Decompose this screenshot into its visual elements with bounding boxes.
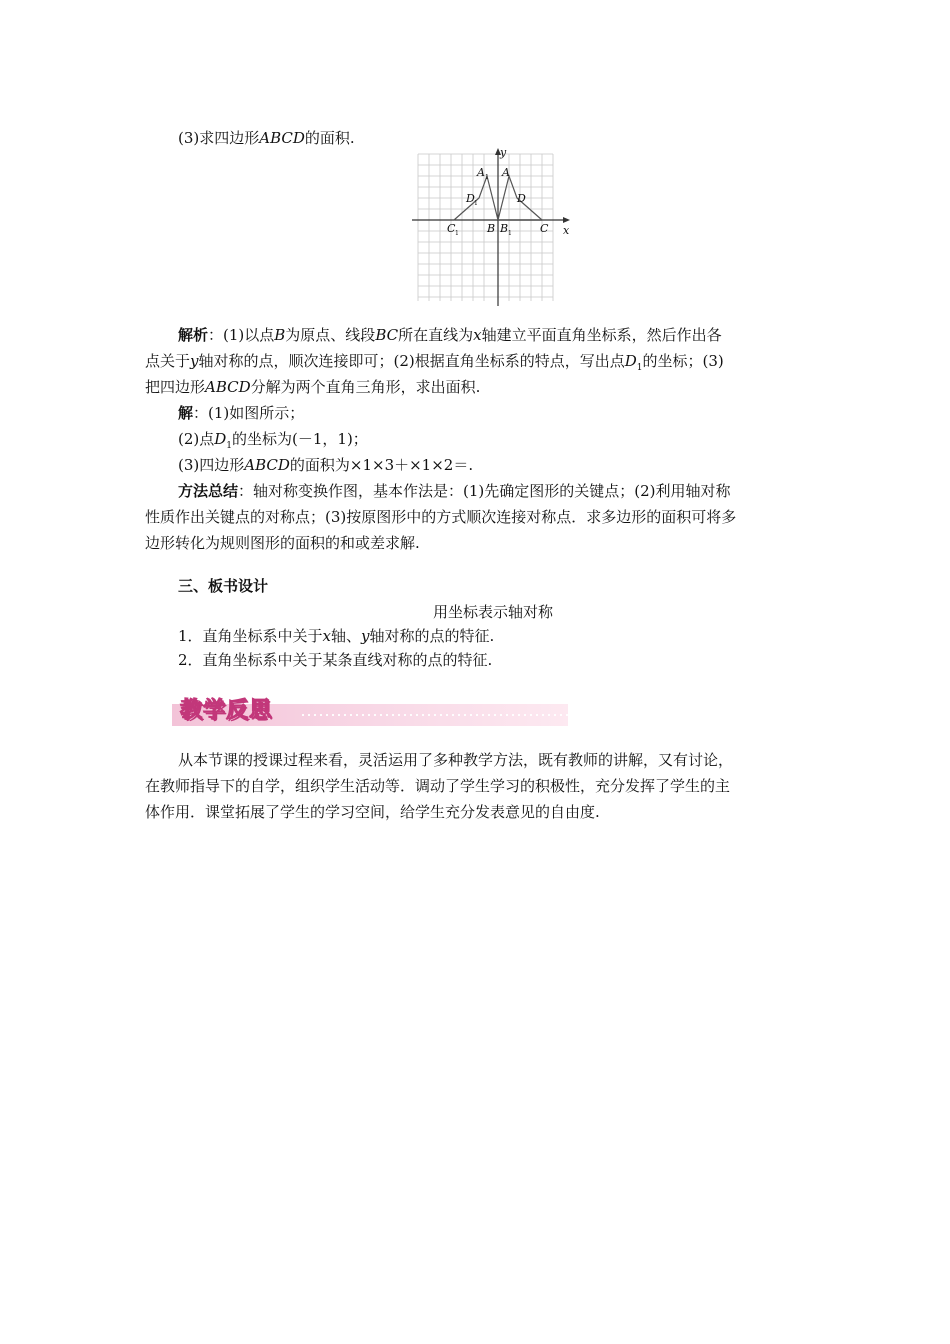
summary-label: 方法总结 — [178, 482, 239, 500]
label-d1-sub: 1 — [474, 200, 478, 207]
summary-text-1: ：轴对称变换作图，基本作法是：(1)先确定图形的关键点；(2)利用轴对称 — [238, 482, 731, 500]
analysis-text-1d: 轴建立平面直角坐标系，然后作出各 — [481, 326, 722, 344]
solution-line-3 — [178, 453, 473, 477]
analysis-b: B — [274, 326, 286, 344]
label-c1: C — [447, 222, 456, 235]
label-y: y — [500, 146, 507, 159]
analysis-y: y — [190, 352, 199, 370]
board-item-2: 2．直角坐标系中关于某条直线对称的点的特征. — [178, 651, 493, 669]
analysis-text-1c: 所在直线为 — [398, 326, 474, 344]
solution-text-2b: 的坐标为(－1，1)； — [232, 430, 368, 448]
label-a1-sub: 1 — [485, 174, 489, 181]
question-3 — [178, 126, 355, 150]
board-item-1b: 轴、 — [331, 627, 362, 645]
label-b1-sub: 1 — [508, 230, 512, 237]
board-y: y — [361, 627, 370, 645]
summary-line-2: 性质作出关键点的对称点；(3)按原图形中的方式顺次连接对称点．求多边形的面积可将多 — [145, 508, 737, 526]
coordinate-figure — [408, 146, 578, 310]
analysis-text-1a: ：(1)以点 — [208, 326, 275, 344]
reflection-line-3: 体作用．课堂拓展了学生的学习空间，给学生充分发表意见的自由度. — [145, 803, 600, 821]
analysis-bc: BC — [375, 326, 399, 344]
label-d: D — [517, 192, 526, 205]
solution-line-1 — [178, 401, 304, 425]
board-heading: 三、板书设计 — [178, 577, 269, 595]
q3-suffix: 的面积. — [304, 129, 355, 147]
solution-text-3a: (3)四边形 — [178, 456, 245, 474]
board-x: x — [322, 627, 332, 645]
reflection-line-1: 从本节课的授课过程来看，灵活运用了多种教学方法，既有教师的讲解，又有讨论， — [178, 751, 734, 769]
solution-abcd: ABCD — [244, 456, 290, 474]
analysis-line-3 — [145, 375, 480, 399]
q3-label: (3)求四边形 — [178, 129, 260, 147]
q3-abcd: ABCD — [259, 129, 305, 147]
solution-d: D — [214, 430, 227, 448]
analysis-text-2a: 点关于 — [145, 352, 191, 370]
label-d1: D — [466, 192, 475, 205]
reflection-line-2: 在教师指导下的自学，组织学生活动等．调动了学生学习的积极性，充分发挥了学生的主 — [145, 777, 731, 795]
label-a1: A — [477, 166, 485, 179]
analysis-text-2c: 的坐标；(3) — [642, 352, 724, 370]
analysis-line-1 — [178, 323, 722, 347]
summary-line-1 — [178, 479, 731, 503]
board-item-1c: 轴对称的点的特征. — [369, 627, 495, 645]
analysis-text-1b: 为原点、线段 — [285, 326, 376, 344]
board-item-1a: 1．直角坐标系中关于 — [178, 627, 323, 645]
label-a: A — [502, 166, 510, 179]
analysis-text-2b: 轴对称的点，顺次连接即可；(2)根据直角坐标系的特点，写出点 — [198, 352, 625, 370]
analysis-label: 解析 — [178, 326, 209, 344]
solution-text-3b: 的面积为×1×3＋×1×2＝. — [289, 456, 474, 474]
board-title-text: 用坐标表示轴对称 — [432, 603, 553, 621]
solution-d-sub: 1 — [226, 441, 233, 451]
summary-line-3: 边形转化为规则图形的面积的和或差求解. — [145, 534, 420, 552]
x-axis-arrow — [563, 217, 570, 223]
label-c: C — [540, 222, 549, 235]
solution-text-1: ：(1)如图所示； — [193, 404, 305, 422]
analysis-abcd: ABCD — [205, 378, 251, 396]
label-b: B — [487, 222, 496, 235]
board-title — [0, 600, 950, 624]
label-c1-sub: 1 — [455, 230, 459, 237]
banner-title: 教学反思 — [180, 698, 273, 723]
reflection-banner — [172, 694, 572, 728]
label-b1: B — [500, 222, 509, 235]
solution-text-2a: (2)点 — [178, 430, 215, 448]
label-x: x — [563, 224, 570, 237]
solution-label: 解 — [178, 404, 194, 422]
analysis-d: D — [624, 352, 637, 370]
analysis-d-sub: 1 — [636, 363, 643, 373]
analysis-text-3a: 把四边形 — [145, 378, 206, 396]
banner-dots — [300, 713, 568, 717]
board-item-1 — [178, 624, 494, 648]
analysis-text-3b: 分解为两个直角三角形，求出面积. — [250, 378, 481, 396]
analysis-x: x — [473, 326, 482, 344]
